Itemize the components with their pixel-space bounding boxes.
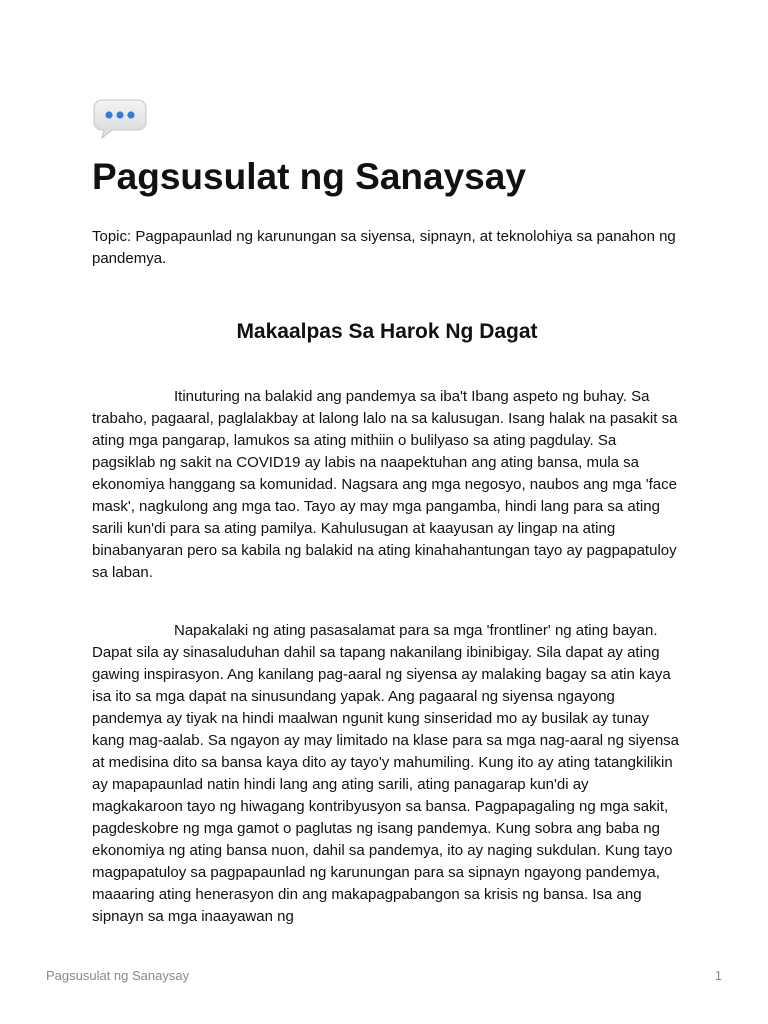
essay-paragraph: Napakalaki ng ating pasasalamat para sa mga 'frontliner' ng ating bayan. Dapat sila ay sinasaluduhan dahil sa tapang nakanilang ibinibigay. Sila dapat ay ating gawing inspirasyon. Ang kanilang pag-aaral ng siyensa ay malaking bagay sa atin kaya isa ito sa mga dapat na sinusundang yapak. Ang pagaaral ng siyensa ngayong pandemya ay tiyak na hindi maalwan ngunit kung sinseridad mo ay busilak ay tunay kang mag-aalab. Sa ngayon ay may limitado na klase para sa mga nag-aaral ng siyensa at medisina dito sa bansa kaya dito ay tayo'y mahumiling. Kung ito ay ating tatangkilikin ay mapapaunlad natin hindi lang ang ating sarili, ating panagarap kun'di ay magkakaroon tayo ng hiwagang kontribyusyon sa bansa. Pagpapagaling ng mga sakit, pagdeskobre ng mga gamot o paglutas ng isang pandemya. Kung sobra ang baba ng ekonomiya ng ating bansa nuon, dahil sa pandemya, ito ay naging sukdulan. Kung tayo magpapatuloy sa pagpapaunlad ng karunungan para sa sipnayn ngayong pandemya, maaaring ating henerasyon din ang makapagpabangon sa krisis ng bansa. Isa ang sipnayn sa mga inaayawan ng	[92, 622, 680, 925]
document-page	[92, 96, 682, 928]
footer-document-title: Pagsusulat ng Sanaysay	[46, 968, 190, 983]
topic-text: Topic: Pagpapaunlad ng karunungan sa siyensa, sipnayn, at teknolohiya sa panahon ng pandemya.	[92, 228, 676, 267]
essay-heading: Makaalpas Sa Harok Ng Dagat	[236, 320, 538, 343]
document-title: Pagsusulat ng Sanaysay	[92, 156, 526, 197]
essay-paragraph: Itinuturing na balakid ang pandemya sa iba't Ibang aspeto ng buhay. Sa trabaho, pagaaral, paglalakbay at lalong lalo na sa kalusugan. Isang halak na pasakit sa ating mga pangarap, lamukos sa ating mithiin o bulilyaso sa ating pagdulay. Sa pagsiklab ng sakit na COVID19 ay labis na naapektuhan ang ating bansa, mula sa ekonomiya hanggang sa komunidad. Nagsara ang mga negosyo, naubos ang mga 'face mask', nagkulong ang mga tao. Tayo ay may mga pangamba, hindi lang para sa ating sarili kun'di para sa ating pamilya. Kahulusugan at kaayusan ay lingap na ating binabanyaran pero sa kabila ng balakid na ating kinahahantungan tayo ay pagpapatuloy sa laban.	[92, 388, 678, 581]
footer-page-number: 1	[714, 968, 722, 983]
speech-bubble-icon	[92, 96, 148, 140]
